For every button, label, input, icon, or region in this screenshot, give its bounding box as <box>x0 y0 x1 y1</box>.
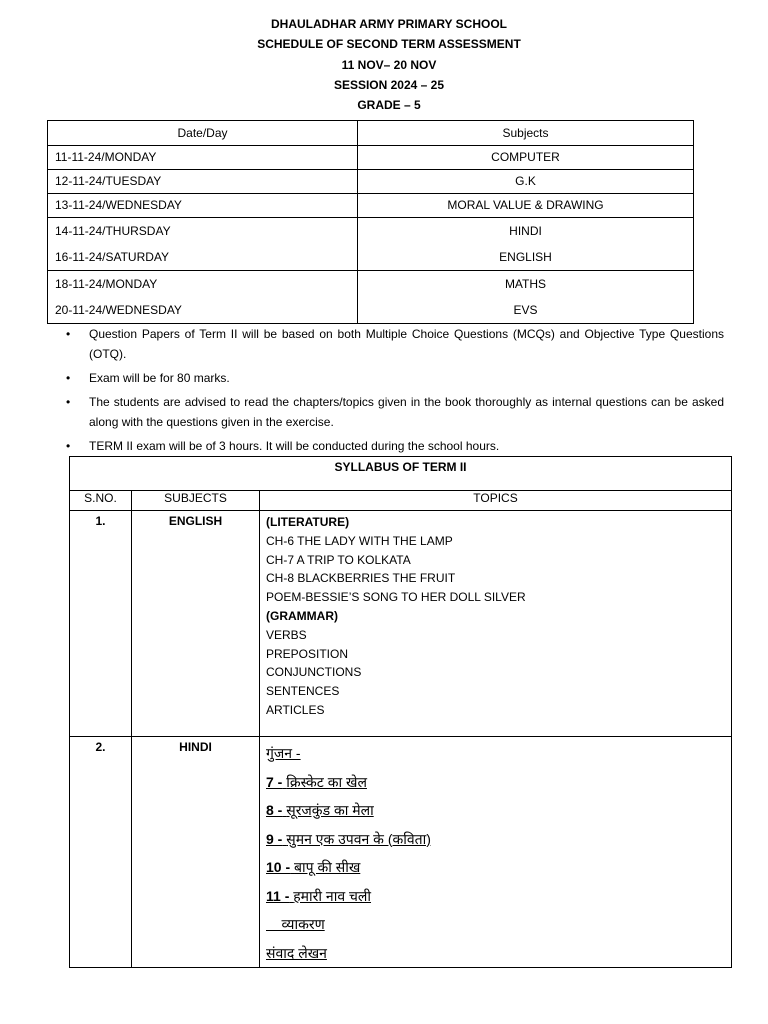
document-header <box>0 14 768 115</box>
topic-item <box>266 825 731 854</box>
table-row <box>48 146 694 170</box>
chapter-number: 8 - <box>266 802 283 818</box>
exam-subject: COMPUTER <box>491 150 560 164</box>
chapter-number: 10 - <box>266 859 291 875</box>
exam-date: 11-11-24/MONDAY <box>55 150 157 164</box>
list-item <box>66 392 724 432</box>
note-text: Exam will be for 80 marks. <box>89 371 230 385</box>
column-header-subjects: Subjects <box>358 121 694 146</box>
section-heading: गुंजन - <box>266 745 301 761</box>
writing-topic: संवाद लेखन <box>266 944 327 961</box>
table-row <box>48 194 694 218</box>
syllabus-header-row <box>70 491 732 511</box>
bullet-icon: • <box>66 439 71 453</box>
section-heading: (GRAMMAR) <box>266 608 338 623</box>
grammar-heading: व्याकरण <box>266 916 325 932</box>
schedule-header-row <box>48 121 694 146</box>
exam-subject: MORAL VALUE & DRAWING <box>447 198 604 212</box>
topic-item: SENTENCES <box>266 684 340 699</box>
chapter-title: क्रिस्केट का खेल <box>286 773 367 790</box>
exam-date: 13-11-24/WEDNESDAY <box>55 198 182 212</box>
exam-date: 16-11-24/SATURDAY <box>55 250 170 264</box>
topic-item: CH-8 BLACKBERRIES THE FRUIT <box>266 571 456 586</box>
session: SESSION 2024 – 25 <box>333 77 445 92</box>
exam-notes-list <box>66 324 724 460</box>
table-row <box>70 737 732 968</box>
exam-date: 14-11-24/THURSDAY <box>55 224 171 238</box>
exam-subject: HINDI <box>509 224 542 238</box>
chapter-title: हमारी नाव चली <box>293 887 372 904</box>
serial-number: 2. <box>70 737 132 968</box>
exam-subject: G.K <box>515 174 536 188</box>
column-header-subjects: SUBJECTS <box>132 491 260 511</box>
topic-item <box>266 796 731 825</box>
bullet-icon: • <box>66 371 71 385</box>
chapter-title: सुमन एक उपवन के (कविता) <box>286 830 431 847</box>
bullet-icon: • <box>66 395 71 409</box>
subject-name: HINDI <box>132 737 260 968</box>
chapter-title: सूरजकुंड का मेला <box>286 802 374 818</box>
exam-subject: MATHS <box>504 277 547 291</box>
syllabus-table <box>69 456 732 968</box>
topic-item: CH-6 THE LADY WITH THE LAMP <box>266 533 453 548</box>
chapter-title: बापू की सीख <box>294 859 361 875</box>
topics-cell <box>260 511 732 737</box>
exam-date: 18-11-24/MONDAY <box>55 277 158 291</box>
school-name: DHAULADHAR ARMY PRIMARY SCHOOL <box>270 17 507 31</box>
exam-subject: ENGLISH <box>499 250 552 264</box>
topics-cell <box>260 737 732 968</box>
topic-item <box>266 882 731 911</box>
topic-item: VERBS <box>266 627 307 642</box>
column-header-sno: S.NO. <box>70 491 132 511</box>
list-item <box>66 368 724 388</box>
exam-date: 20-11-24/WEDNESDAY <box>55 303 182 317</box>
chapter-number: 7 - <box>266 773 283 790</box>
chapter-number: 9 - <box>266 830 283 847</box>
grade: GRADE – 5 <box>357 98 421 113</box>
column-header-date: Date/Day <box>48 121 358 146</box>
serial-number: 1. <box>70 511 132 737</box>
column-header-topics: TOPICS <box>260 491 732 511</box>
list-item <box>66 436 724 456</box>
syllabus-title: SYLLABUS OF TERM II <box>70 457 732 491</box>
list-item <box>66 324 724 364</box>
note-text: TERM II exam will be of 3 hours. It will be conducted during the school hours. <box>89 439 500 453</box>
subject-name: ENGLISH <box>132 511 260 737</box>
section-heading: (LITERATURE) <box>266 515 350 529</box>
topic-item <box>266 768 731 797</box>
topic-item: ARTICLES <box>266 702 325 717</box>
table-row <box>70 511 732 737</box>
note-text: The students are advised to read the chapters/topics given in the book thoroughly as internal questions can be asked along with the questions given in the exercise. <box>89 395 724 429</box>
topic-item <box>266 853 731 882</box>
table-row <box>48 271 694 324</box>
topic-item: POEM-BESSIE’S SONG TO HER DOLL SILVER <box>266 590 526 605</box>
bullet-icon: • <box>66 327 71 341</box>
topic-item: CH-7 A TRIP TO KOLKATA <box>266 552 411 567</box>
topic-item: CONJUNCTIONS <box>266 665 362 680</box>
exam-date: 12-11-24/TUESDAY <box>55 174 162 188</box>
schedule-title: SCHEDULE OF SECOND TERM ASSESSMENT <box>257 37 521 52</box>
schedule-table <box>47 120 694 324</box>
table-row <box>48 170 694 194</box>
table-row <box>48 218 694 271</box>
chapter-number: 11 - <box>266 887 290 904</box>
note-text: Question Papers of Term II will be based on both Multiple Choice Questions (MCQs) and Objective Type Questions (OTQ). <box>89 327 724 361</box>
exam-dates: 11 NOV– 20 NOV <box>341 57 437 72</box>
exam-subject: EVS <box>513 303 538 317</box>
topic-item: PREPOSITION <box>266 646 349 661</box>
